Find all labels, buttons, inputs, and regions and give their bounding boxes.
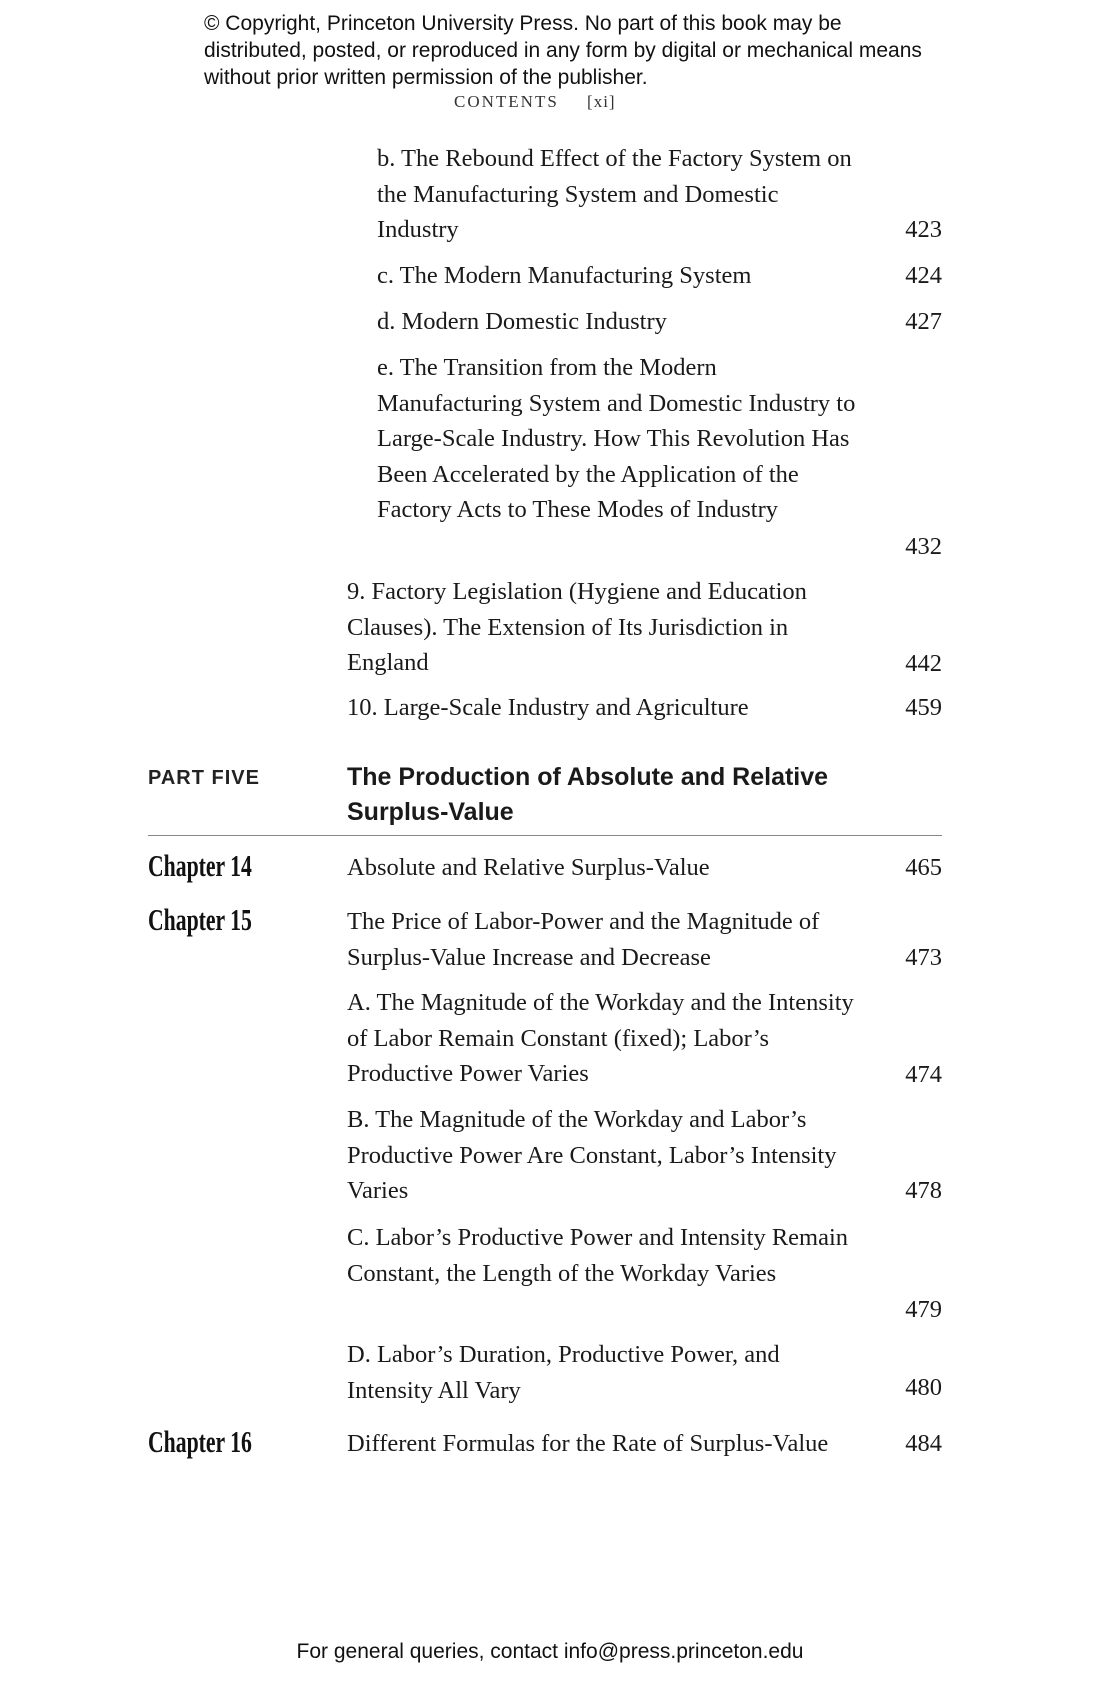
toc-entry[interactable] xyxy=(347,1426,887,1462)
toc-page-number: 442 xyxy=(905,650,942,677)
toc-entry[interactable] xyxy=(377,258,857,294)
toc-page-number: 465 xyxy=(905,854,942,881)
toc-entry-title: e. The Transition from the Modern Manufacturing System and Domestic Industry to Large-Scale Industry. How This Revolution Has Been Accelerated by the Application of the Factory Acts to These Modes of Industry xyxy=(377,354,856,523)
toc-entry-title: b. The Rebound Effect of the Factory System on the Manufacturing System and Domestic Industry xyxy=(377,145,852,243)
part-title: The Production of Absolute and Relative Surplus-Value xyxy=(347,763,829,826)
toc-entry-title: d. Modern Domestic Industry xyxy=(377,308,667,335)
toc-entry[interactable] xyxy=(347,690,847,726)
toc-page-number: 480 xyxy=(905,1374,942,1401)
chapter-label: Chapter 16 xyxy=(148,1424,252,1459)
page-folio: [xi] xyxy=(587,92,616,111)
toc-entry-title: Different Formulas for the Rate of Surplus-Value xyxy=(347,1430,829,1457)
toc-entry-title: 10. Large-Scale Industry and Agriculture xyxy=(347,694,749,721)
toc-entry-title: D. Labor’s Duration, Productive Power, and Intensity All Vary xyxy=(347,1341,780,1404)
toc-entry[interactable] xyxy=(347,904,867,975)
toc-entry[interactable] xyxy=(377,141,857,248)
toc-entry-title: Absolute and Relative Surplus-Value xyxy=(347,854,710,881)
toc-entry-title: c. The Modern Manufacturing System xyxy=(377,262,752,289)
toc-page-number: 424 xyxy=(905,262,942,289)
toc-entry[interactable] xyxy=(347,850,867,886)
chapter-label: Chapter 15 xyxy=(148,902,252,937)
toc-page-number: 432 xyxy=(905,533,942,560)
toc-entry[interactable] xyxy=(347,1220,857,1291)
toc-entry[interactable] xyxy=(347,574,827,681)
toc-entry-title: The Price of Labor-Power and the Magnitude of Surplus-Value Increase and Decrease xyxy=(347,908,820,971)
toc-page-number: 484 xyxy=(905,1430,942,1457)
part-label: PART FIVE xyxy=(148,767,260,789)
toc-page-number: 423 xyxy=(905,216,942,243)
toc-entry[interactable] xyxy=(347,985,857,1092)
toc-entry-title: 9. Factory Legislation (Hygiene and Education Clauses). The Extension of Its Jurisdiction in England xyxy=(347,578,807,676)
toc-page-number: 479 xyxy=(905,1296,942,1323)
toc-entry-title: C. Labor’s Productive Power and Intensity Remain Constant, the Length of the Workday Varies xyxy=(347,1224,849,1287)
toc-entry[interactable] xyxy=(377,304,857,340)
toc-page-number: 473 xyxy=(905,944,942,971)
footer-contact: For general queries, contact info@press.princeton.edu xyxy=(296,1640,804,1663)
chapter-label: Chapter 14 xyxy=(148,848,252,883)
toc-entry[interactable] xyxy=(347,1337,857,1408)
toc-entry-title: B. The Magnitude of the Workday and Labor’s Productive Power Are Constant, Labor’s Intensity Varies xyxy=(347,1106,837,1204)
toc-page-number: 478 xyxy=(905,1177,942,1204)
part-divider xyxy=(148,835,942,836)
copyright-notice: © Copyright, Princeton University Press. No part of this book may be distributed, posted, or reproduced in any form by digital or mechanical means without prior written permission of the publisher. xyxy=(204,12,922,89)
running-head-label: CONTENTS xyxy=(454,92,559,111)
toc-entry[interactable] xyxy=(347,1102,857,1209)
toc-entry-title: A. The Magnitude of the Workday and the Intensity of Labor Remain Constant (fixed); Labor’s Productive Power Varies xyxy=(347,989,854,1087)
toc-page-number: 474 xyxy=(905,1061,942,1088)
toc-entry[interactable] xyxy=(377,350,857,528)
toc-page-number: 459 xyxy=(905,694,942,721)
toc-page-number: 427 xyxy=(905,308,942,335)
